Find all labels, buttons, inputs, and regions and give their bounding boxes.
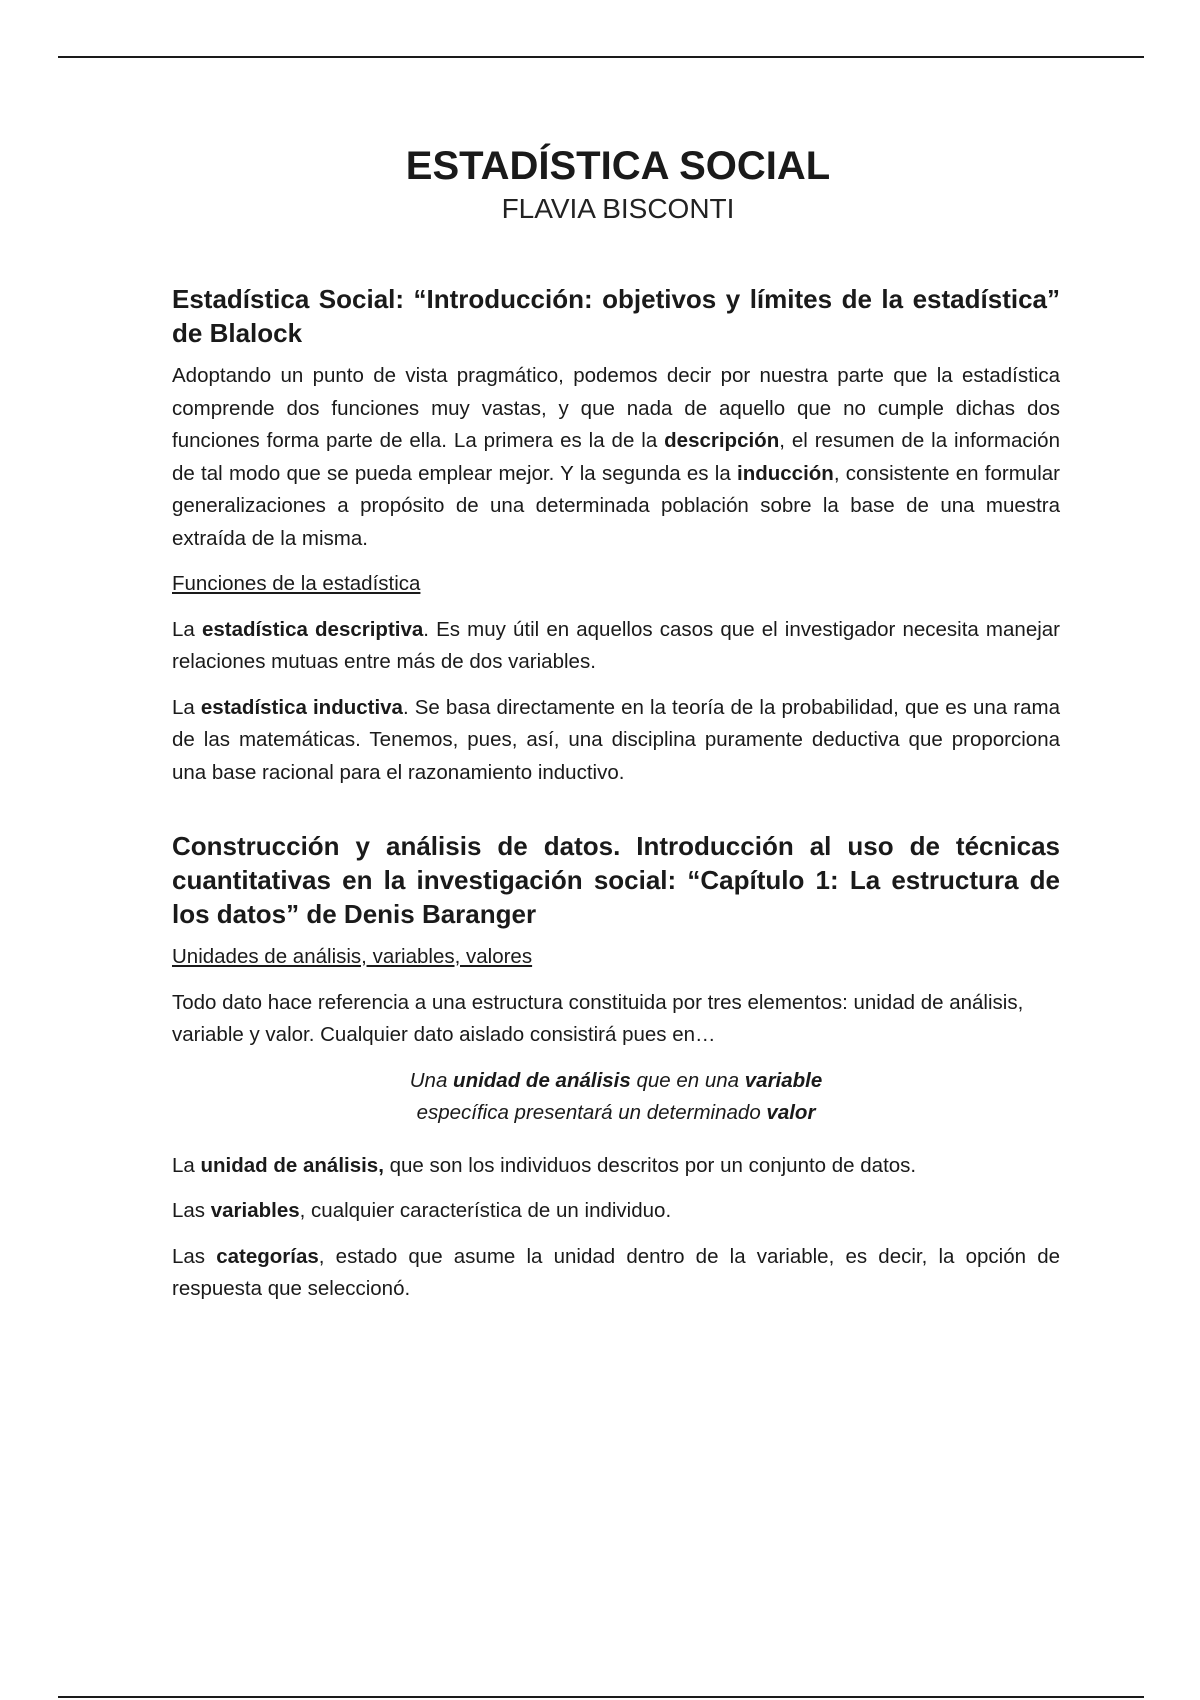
term-categorias: categorías <box>216 1244 319 1268</box>
term-unidad-de-analisis: unidad de análisis, <box>200 1153 384 1177</box>
categorias-paragraph: Las categorías, estado que asume la unidad dentro de la variable, es decir, la opción de respuesta que seleccionó. <box>172 1244 1060 1300</box>
document-title: ESTADÍSTICA SOCIAL <box>405 144 831 188</box>
document-author: FLAVIA BISCONTI <box>501 193 735 224</box>
term-estadistica-descriptiva: estadística descriptiva <box>201 617 424 641</box>
section-1-heading: Estadística Social: “Introducción: objetivos y límites de la estadística” de Blalock <box>172 284 1060 348</box>
section-2-intro-paragraph: Todo dato hace referencia a una estructura constituida por tres elementos: unidad de análisis, variable y valor. Cualquier dato aislado consistirá pues en… <box>172 990 1024 1046</box>
inductiva-paragraph: La estadística inductiva. Se basa directamente en la teoría de la probabilidad, que es una rama de las matemáticas. Tenemos, pues, así, una disciplina puramente deductiva que proporciona una base racional para el razonamiento inductivo. <box>172 695 1060 784</box>
definition-quote: Una unidad de análisis que en una variable específica presentará un determinado valor <box>409 1068 823 1124</box>
quote-term-valor: valor <box>766 1101 816 1124</box>
term-variables: variables <box>210 1199 300 1222</box>
document-body <box>172 282 1060 1319</box>
section-1-intro-paragraph: Adoptando un punto de vista pragmático, podemos decir por nuestra parte que la estadística comprende dos funciones muy vastas, y que nada de aquello que no cumple dichas dos funciones forma parte de ella. La primera es la de la descripción, el resumen de la información de tal modo que se pueda emplear mejor. Y la segunda es la inducción, consistente en formular generalizaciones a propósito de una determinada población sobre la base de una muestra extraída de la misma. <box>172 364 1060 550</box>
term-estadistica-inductiva: estadística inductiva <box>200 695 403 719</box>
term-induccion: inducción <box>737 461 834 485</box>
bottom-rule <box>58 1696 1144 1698</box>
quote-term-variable: variable <box>744 1068 823 1092</box>
title-block <box>0 142 1200 228</box>
term-descripcion: descripción <box>664 429 780 452</box>
top-rule <box>58 56 1144 58</box>
section-2-subheading: Unidades de análisis, variables, valores <box>172 945 533 968</box>
variables-paragraph: Las variables, cualquier característica de un individuo. <box>172 1199 672 1222</box>
section-2-heading: Construcción y análisis de datos. Introducción al uso de técnicas cuantitativas en la investigación social: “Capítulo 1: La estructura de los datos” de Denis Baranger <box>172 831 1060 929</box>
quote-term-unidad: unidad de análisis <box>453 1068 631 1092</box>
section-1-subheading: Funciones de la estadística <box>172 572 421 595</box>
unidad-paragraph: La unidad de análisis, que son los individuos descritos por un conjunto de datos. <box>172 1153 917 1177</box>
descriptiva-paragraph: La estadística descriptiva. Es muy útil en aquellos casos que el investigador necesita manejar relaciones mutuas entre más de dos variables. <box>172 617 1060 673</box>
